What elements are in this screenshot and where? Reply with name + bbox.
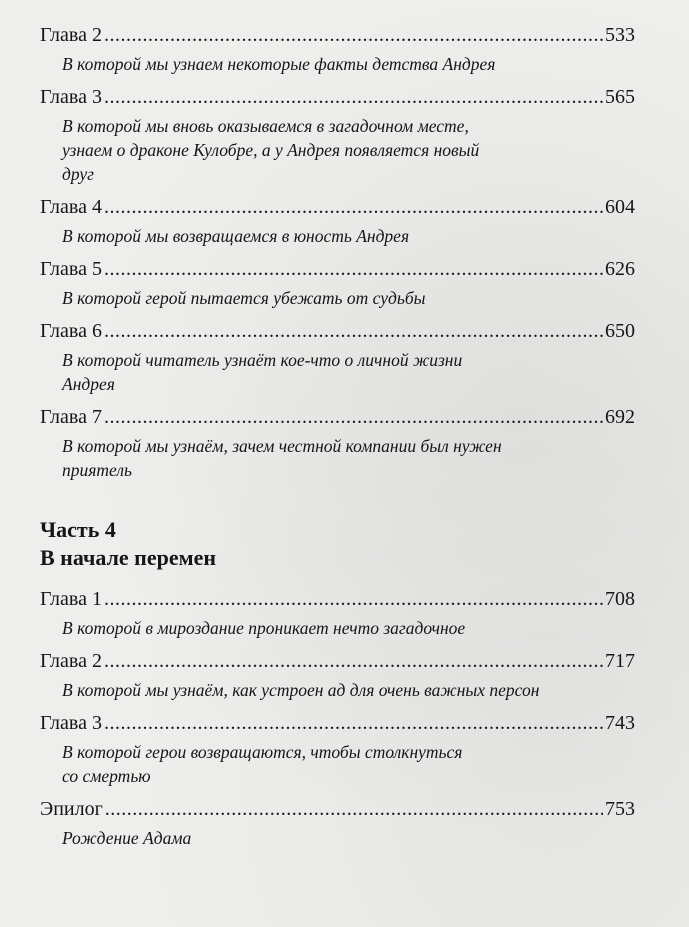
description-line: В которой мы узнаём, зачем честной компании был нужен (62, 436, 502, 456)
leader-dots (104, 318, 603, 344)
chapter-line (40, 586, 635, 612)
page-number: 692 (605, 406, 635, 428)
chapter-description (40, 224, 532, 248)
chapter-description (40, 434, 532, 482)
table-of-contents (40, 22, 635, 850)
toc-entry (40, 796, 635, 850)
description-line: узнаем о драконе Кулобре, а у Андрея появляется новый (62, 140, 480, 160)
chapter-title: Глава 2 (40, 650, 102, 672)
toc-entry (40, 84, 635, 186)
description-line: друг (62, 164, 94, 184)
chapter-title: Глава 3 (40, 712, 102, 734)
epilogue-title: Эпилог (40, 798, 103, 820)
toc-entry (40, 318, 635, 396)
chapter-line (40, 256, 635, 282)
toc-entry (40, 404, 635, 482)
page-number: 753 (605, 798, 635, 820)
toc-entry (40, 586, 635, 640)
chapter-description (40, 348, 532, 396)
chapter-title: Глава 1 (40, 588, 102, 610)
description-line: Рождение Адама (62, 828, 192, 848)
page-number: 743 (605, 712, 635, 734)
chapter-title: Глава 5 (40, 258, 102, 280)
description-line: В которой мы узнаем некоторые факты детства Андрея (62, 54, 496, 74)
page-number: 604 (605, 196, 635, 218)
chapter-description (40, 52, 532, 76)
chapter-line (40, 796, 635, 822)
description-line: приятель (62, 460, 132, 480)
chapter-title: Глава 3 (40, 86, 102, 108)
toc-entry (40, 256, 635, 310)
leader-dots (104, 404, 603, 430)
toc-entry (40, 710, 635, 788)
description-line: В которой мы узнаём, как устроен ад для очень важных персон (62, 680, 540, 700)
chapter-description (40, 114, 532, 186)
leader-dots (104, 256, 603, 282)
chapter-description (40, 740, 532, 788)
leader-dots (104, 22, 603, 48)
description-line: В которой читатель узнаёт кое-что о личной жизни (62, 350, 463, 370)
chapter-title: Глава 6 (40, 320, 102, 342)
leader-dots (104, 586, 603, 612)
toc-entry (40, 648, 635, 702)
part-title: В начале перемен (40, 545, 217, 570)
description-line: В которой герой пытается убежать от судьбы (62, 288, 426, 308)
leader-dots (104, 710, 603, 736)
chapter-description (40, 616, 532, 640)
part-heading (40, 516, 635, 572)
description-line: со смертью (62, 766, 151, 786)
description-line: В которой мы возвращаемся в юность Андрея (62, 226, 410, 246)
description-line: В которой герои возвращаются, чтобы столкнуться (62, 742, 463, 762)
page-number: 708 (605, 588, 635, 610)
chapter-title: Глава 4 (40, 196, 102, 218)
chapter-line (40, 404, 635, 430)
page-number: 650 (605, 320, 635, 342)
chapter-description (40, 286, 532, 310)
chapter-line (40, 318, 635, 344)
description-line: Андрея (62, 374, 115, 394)
chapter-line (40, 194, 635, 220)
part-label: Часть 4 (40, 517, 116, 542)
description-line: В которой мы вновь оказываемся в загадочном месте, (62, 116, 469, 136)
chapter-line (40, 22, 635, 48)
chapter-line (40, 710, 635, 736)
toc-entry (40, 194, 635, 248)
toc-entry (40, 22, 635, 76)
leader-dots (105, 796, 603, 822)
chapter-line (40, 648, 635, 674)
leader-dots (104, 84, 603, 110)
page-number: 717 (605, 650, 635, 672)
leader-dots (104, 194, 603, 220)
page-number: 565 (605, 86, 635, 108)
page-number: 626 (605, 258, 635, 280)
chapter-description (40, 826, 532, 850)
chapter-line (40, 84, 635, 110)
leader-dots (104, 648, 603, 674)
page-number: 533 (605, 24, 635, 46)
chapter-title: Глава 2 (40, 24, 102, 46)
description-line: В которой в мироздание проникает нечто загадочное (62, 618, 466, 638)
chapter-title: Глава 7 (40, 406, 102, 428)
chapter-description (40, 678, 622, 702)
